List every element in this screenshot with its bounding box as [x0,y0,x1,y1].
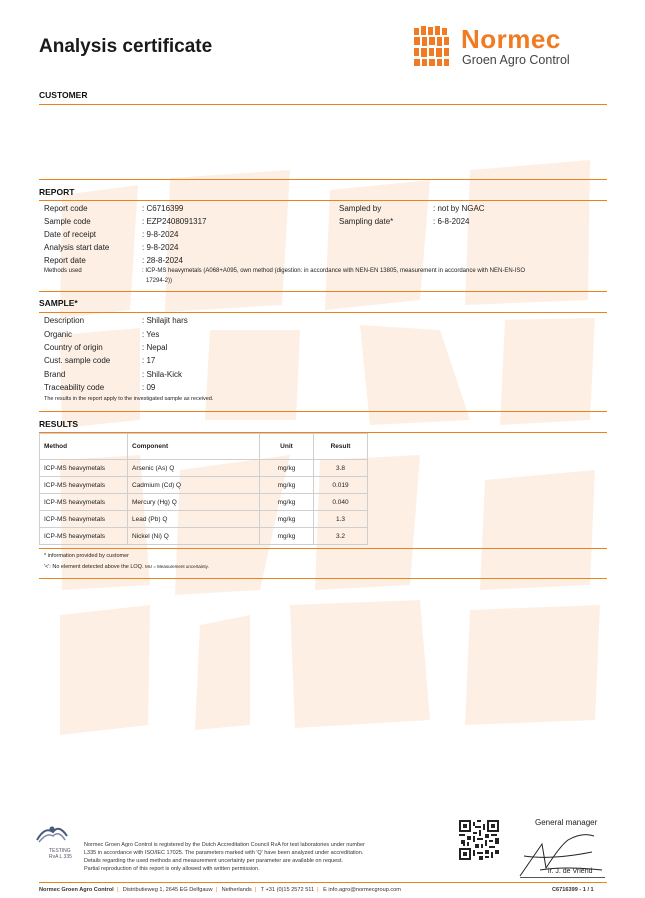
mu-text: MU = Measurement uncertainty. [145,564,209,569]
footer-country: Netherlands [221,887,252,893]
column-header-component: Component [128,434,260,460]
date-receipt-value: : 9-8-2024 [142,230,179,239]
report-top-divider [39,179,607,180]
signatory-name: ir. J. de Vriend [548,868,593,875]
loq-text: '<': No element detected above the LOQ. [44,564,144,570]
brand-name: Normec [461,24,561,54]
sample-heading: SAMPLE* [39,298,78,308]
rva-testing-label: TESTING [49,848,71,854]
result-cell: 1.3 [314,511,368,528]
results-note-customer: * information provided by customer [44,553,129,559]
sampled-by-label: Sampled by [339,204,382,213]
cust-code-value: : 17 [142,356,156,365]
unit-cell: mg/kg [260,477,314,494]
method-cell: ICP-MS heavymetals [40,460,128,477]
results-table [39,433,368,545]
methods-value: : ICP-MS heavymetals (A068+A095, own method (digestion: in accordance with NEN-EN 13805, measurement in accordance with NEN-EN-ISO [142,268,526,274]
customer-divider [39,104,607,105]
sampling-date-value: : 6-8-2024 [433,217,470,226]
brand-subtitle: Groen Agro Control [462,53,570,67]
page-reference: C6716399 - 1 / 1 [552,887,594,893]
result-cell: 0.019 [314,477,368,494]
sampled-by-value: : not by NGAC [433,204,485,213]
result-cell: 3.8 [314,460,368,477]
brand-value: : Shila-Kick [142,370,183,379]
sample-note: The results in the report apply to the investigated sample as received. [44,396,214,402]
sample-top-divider [39,291,607,292]
country-label: Country of origin [44,343,103,352]
report-heading: REPORT [39,187,75,197]
table-row [40,511,368,528]
report-code-value: : C6716399 [142,204,184,213]
accreditation-line: Details regarding the used methods and measurement uncertainty per parameter are available on request. [84,858,343,864]
component-cell: Lead (Pb) Q [128,511,260,528]
unit-cell: mg/kg [260,528,314,545]
results-note-loq [44,564,209,570]
table-row [40,494,368,511]
accreditation-line: L335 in accordance with ISO/IEC 17025. The parameters marked with 'Q' have been analyzed under accreditation. [84,850,364,856]
component-cell: Cadmium (Cd) Q [128,477,260,494]
accreditation-text [84,841,464,873]
accreditation-line: Normec Groen Agro Control is registered by the Dutch Accreditation Council RvA for test laboratories under number [84,842,365,848]
results-bottom-divider [39,548,607,549]
column-header-result: Result [314,434,368,460]
rva-code-label: RvA L 335 [49,854,72,860]
footer-address: Normec Groen Agro Control | Distributieweg 1, 2645 EG Delfgauw | Netherlands | T +31 (0)15 2572 511 | E info.agro@normecgroup.com [39,887,401,893]
footer-street: Distributieweg 1, 2645 EG Delfgauw [122,887,213,893]
method-cell: ICP-MS heavymetals [40,511,128,528]
component-cell: Mercury (Hg) Q [128,494,260,511]
results-heading: RESULTS [39,419,79,429]
unit-cell: mg/kg [260,460,314,477]
table-row [40,460,368,477]
organic-label: Organic [44,330,73,339]
footer-email[interactable]: E info.agro@normecgroup.com [323,887,401,893]
method-cell: ICP-MS heavymetals [40,477,128,494]
organic-value: : Yes [142,330,160,339]
report-date-value: : 28-8-2024 [142,256,183,265]
column-header-unit: Unit [260,434,314,460]
sampling-date-label: Sampling date* [339,217,394,226]
date-receipt-label: Date of receipt [44,230,97,239]
rva-text [49,848,72,860]
description-value: : Shilajit hars [142,316,188,325]
footer-company: Normec Groen Agro Control [39,887,114,893]
footer-phone: T +31 (0)15 2572 511 [260,887,315,893]
customer-heading: CUSTOMER [39,90,88,100]
method-cell: ICP-MS heavymetals [40,494,128,511]
report-date-label: Report date [44,256,86,265]
notes-divider [39,578,607,579]
general-manager-label: General manager [535,818,598,827]
table-header-row [40,434,368,460]
sample-code-label: Sample code [44,217,91,226]
country-value: : Nepal [142,343,168,352]
footer-divider [39,882,607,883]
result-cell: 0.040 [314,494,368,511]
component-cell: Arsenic (As) Q [128,460,260,477]
sample-code-value: : EZP2408091317 [142,217,207,226]
sample-divider [39,312,607,313]
analysis-start-value: : 9-8-2024 [142,243,179,252]
traceability-value: : 09 [142,383,156,392]
table-row [40,528,368,545]
qr-code-icon [459,820,499,860]
description-label: Description [44,316,85,325]
methods-label: Methods used [44,268,82,274]
page-title: Analysis certificate [39,36,213,57]
unit-cell: mg/kg [260,494,314,511]
normec-logo-icon [414,26,452,68]
component-cell: Nickel (Ni) Q [128,528,260,545]
traceability-label: Traceability code [44,383,105,392]
unit-cell: mg/kg [260,511,314,528]
result-cell: 3.2 [314,528,368,545]
method-cell: ICP-MS heavymetals [40,528,128,545]
accreditation-line: Partial reproduction of this report is only allowed with written permission. [84,866,260,872]
methods-value-cont: 17294-2)) [146,278,173,284]
table-row [40,477,368,494]
column-header-method: Method [40,434,128,460]
report-divider [39,200,607,201]
results-top-divider [39,411,607,412]
report-code-label: Report code [44,204,88,213]
rva-accreditation-icon [35,822,69,846]
brand-label: Brand [44,370,66,379]
analysis-start-label: Analysis start date [44,243,110,252]
cust-code-label: Cust. sample code [44,356,111,365]
signature-line [520,877,605,878]
